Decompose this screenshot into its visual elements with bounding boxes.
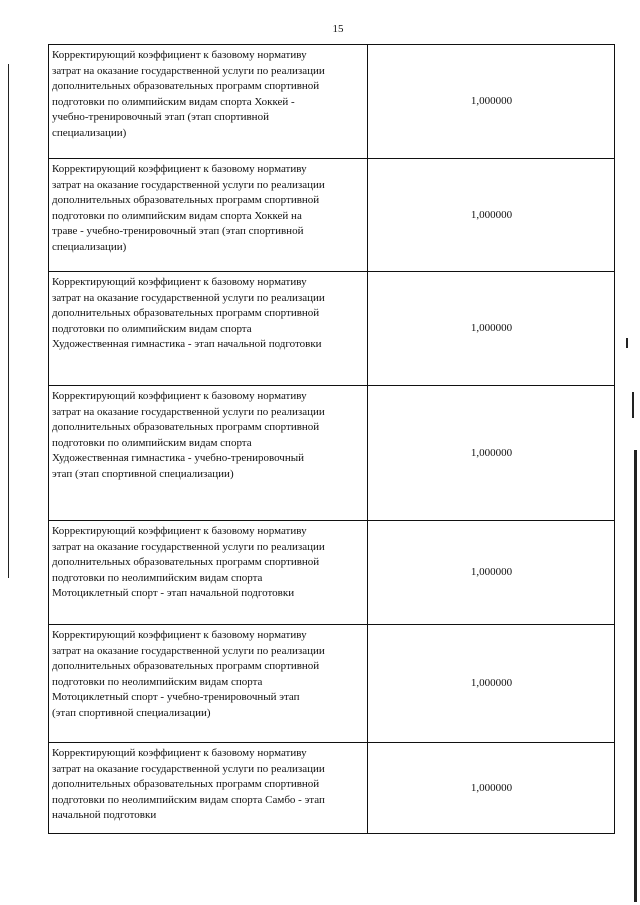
scan-edge-mark-left <box>8 64 9 578</box>
label-line: дополнительных образовательных программ спортивной <box>52 307 320 319</box>
label-line: Корректирующий коэффициент к базовому нормативу <box>52 276 307 288</box>
label-line: специализации) <box>52 126 127 139</box>
label-line: подготовки по неолимпийским видам спорта Самбо - этап <box>52 793 325 806</box>
label-line: затрат на оказание государственной услуги по реализации <box>52 762 325 775</box>
label-line: затрат на оказание государственной услуги по реализации <box>52 291 325 304</box>
label-line: дополнительных образовательных программ спортивной <box>52 194 320 206</box>
row-value: 1,000000 <box>368 743 615 834</box>
row-value: 1,000000 <box>368 625 615 743</box>
label-line: подготовки по олимпийским видам спорта <box>52 322 252 335</box>
table-row <box>49 386 615 521</box>
label-line: траве - учебно-тренировочный этап (этап спортивной <box>52 225 304 237</box>
label-line: Корректирующий коэффициент к базовому нормативу <box>52 747 307 759</box>
label-line: подготовки по неолимпийским видам спорта <box>52 571 263 584</box>
row-label <box>49 45 368 159</box>
table-row <box>49 272 615 386</box>
label-line: дополнительных образовательных программ спортивной <box>52 80 320 92</box>
row-label <box>49 272 368 386</box>
label-line: Корректирующий коэффициент к базовому нормативу <box>52 525 307 537</box>
table-row <box>49 45 615 159</box>
label-line: Художественная гимнастика - этап начальной подготовки <box>52 338 322 350</box>
label-line: начальной подготовки <box>52 809 157 821</box>
label-line: Корректирующий коэффициент к базовому нормативу <box>52 163 307 175</box>
label-line: Корректирующий коэффициент к базовому нормативу <box>52 390 307 402</box>
row-value: 1,000000 <box>368 159 615 272</box>
label-line: Мотоциклетный спорт - этап начальной подготовки <box>52 587 295 599</box>
label-line: дополнительных образовательных программ спортивной <box>52 660 320 672</box>
label-line: подготовки по олимпийским видам спорта <box>52 436 252 449</box>
row-label <box>49 625 368 743</box>
row-label <box>49 521 368 625</box>
label-line: подготовки по неолимпийским видам спорта <box>52 675 263 688</box>
scan-edge-mark-right <box>626 338 628 348</box>
row-label <box>49 159 368 272</box>
label-line: подготовки по олимпийским видам спорта Хоккей - <box>52 95 295 108</box>
label-line: затрат на оказание государственной услуги по реализации <box>52 644 325 657</box>
scan-edge-mark-right <box>632 392 634 418</box>
label-line: затрат на оказание государственной услуги по реализации <box>52 178 325 191</box>
label-line: Корректирующий коэффициент к базовому нормативу <box>52 49 307 61</box>
row-value: 1,000000 <box>368 272 615 386</box>
label-line: подготовки по олимпийским видам спорта Хоккей на <box>52 209 302 222</box>
label-line: специализации) <box>52 240 127 253</box>
label-line: затрат на оказание государственной услуги по реализации <box>52 405 325 418</box>
table-row <box>49 743 615 834</box>
label-line: учебно-тренировочный этап (этап спортивной <box>52 111 269 123</box>
scan-edge-mark-right <box>634 450 637 902</box>
page-number: 15 <box>332 23 344 35</box>
label-line: (этап спортивной специализации) <box>52 706 211 719</box>
label-line: этап (этап спортивной специализации) <box>52 467 234 480</box>
row-label <box>49 743 368 834</box>
coefficients-table <box>48 44 615 834</box>
table-row <box>49 521 615 625</box>
label-line: затрат на оказание государственной услуги по реализации <box>52 540 325 553</box>
label-line: Мотоциклетный спорт - учебно-тренировочный этап <box>52 691 300 703</box>
row-value: 1,000000 <box>368 386 615 521</box>
row-value: 1,000000 <box>368 45 615 159</box>
label-line: затрат на оказание государственной услуги по реализации <box>52 64 325 77</box>
table-row <box>49 159 615 272</box>
row-value: 1,000000 <box>368 521 615 625</box>
label-line: Корректирующий коэффициент к базовому нормативу <box>52 629 307 641</box>
row-label <box>49 386 368 521</box>
label-line: Художественная гимнастика - учебно-тренировочный <box>52 452 305 464</box>
label-line: дополнительных образовательных программ спортивной <box>52 556 320 568</box>
table-row <box>49 625 615 743</box>
label-line: дополнительных образовательных программ спортивной <box>52 778 320 790</box>
label-line: дополнительных образовательных программ спортивной <box>52 421 320 433</box>
